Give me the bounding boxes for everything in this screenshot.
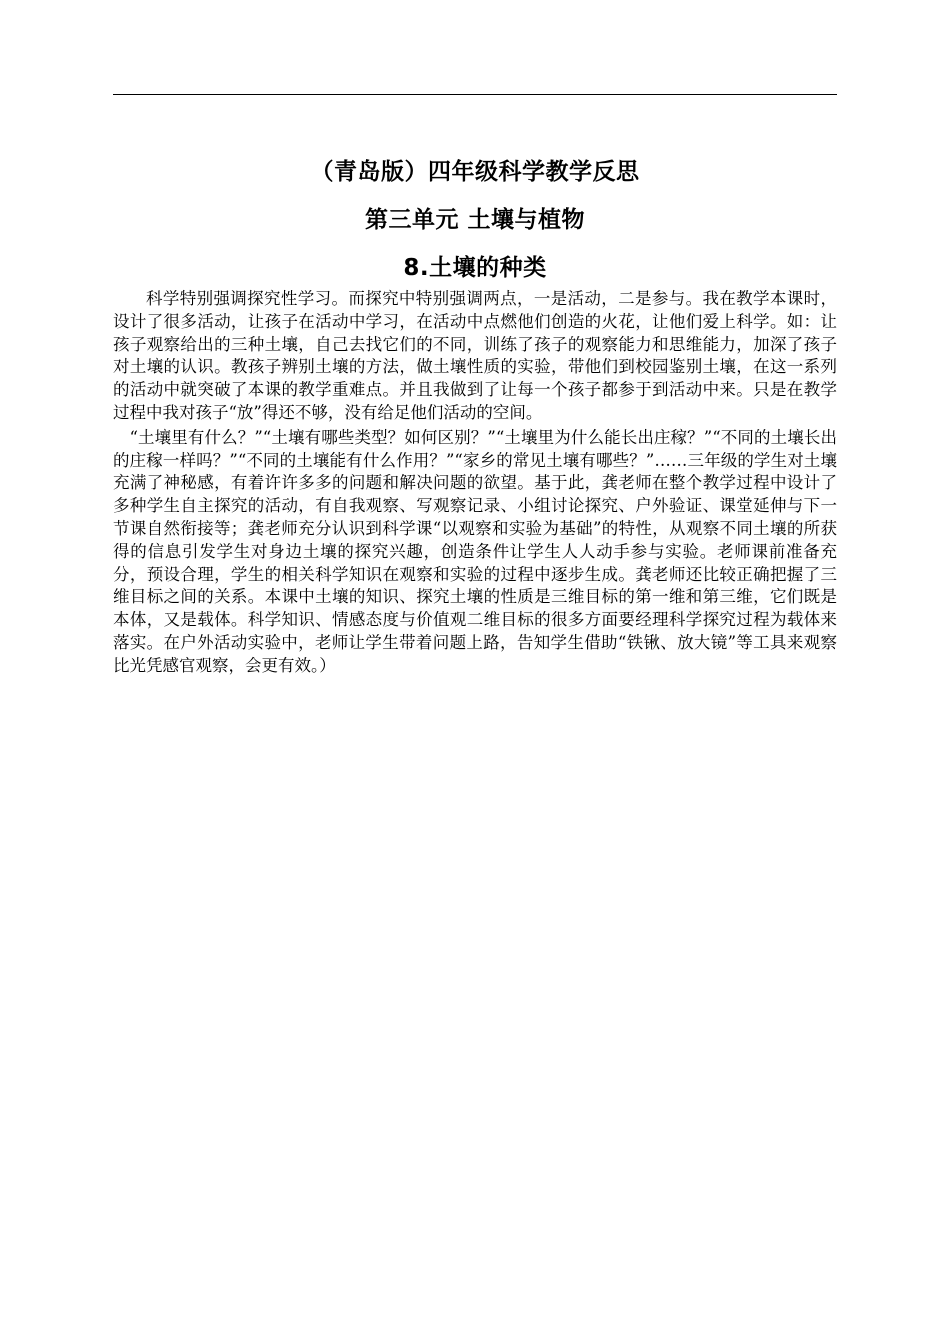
document-title: （青岛版）四年级科学教学反思	[310, 159, 640, 185]
header-rule	[113, 94, 837, 95]
paragraph-1: 科学特别强调探究性学习。而探究中特别强调两点，一是活动，二是参与。我在教学本课时，设计了很多活动，让孩子在活动中学习，在活动中点燃他们创造的火花，让他们爱上科学。如：让孩子观察给出的三种土壤，自己去找它们的不同，训练了孩子的观察能力和思维能力，加深了孩子对土壤的认识。教孩子辨别土壤的方法，做土壤性质的实验，带他们到校园鉴别土壤，在这一系列的活动中就突破了本课的教学重难点。并且我做到了让每一个孩子都参于到活动中来。只是在教学过程中我对孩子“放”得还不够，没有给足他们活动的空间。	[113, 289, 837, 422]
document-body	[113, 140, 837, 678]
paragraph-2: “土壤里有什么？”“土壤有哪些类型？如何区别？”“土壤里为什么能长出庄稼？”“不同的土壤长出的庄稼一样吗？”“不同的土壤能有什么作用？”“家乡的常见土壤有哪些？”……三年级的学生对土壤充满了神秘感，有着许许多多的问题和解决问题的欲望。基于此，龚老师在整个教学过程中设计了多种学生自主探究的活动，有自我观察、写观察记录、小组讨论探究、户外验证、课堂延伸与下一节课自然衔接等；龚老师充分认识到科学课“以观察和实验为基础”的特性，从观察不同土壤的所获得的信息引发学生对身边土壤的探究兴趣，创造条件让学生人人动手参与实验。老师课前准备充分，预设合理，学生的相关科学知识在观察和实验的过程中逐步生成。龚老师还比较正确把握了三维目标之间的关系。本课中土壤的知识、探究土壤的性质是三维目标的第一维和第三维，它们既是本体，又是载体。科学知识、情感态度与价值观二维目标的很多方面要经理科学探究过程为载体来落实。在户外活动实验中，老师让学生带着问题上路，告知学生借助“铁锹、放大镜”等工具来观察比光凭感官观察，会更有效。）	[113, 427, 837, 675]
unit-title: 第三单元 土壤与植物	[364, 207, 585, 233]
lesson-title: 8.土壤的种类	[403, 255, 547, 281]
